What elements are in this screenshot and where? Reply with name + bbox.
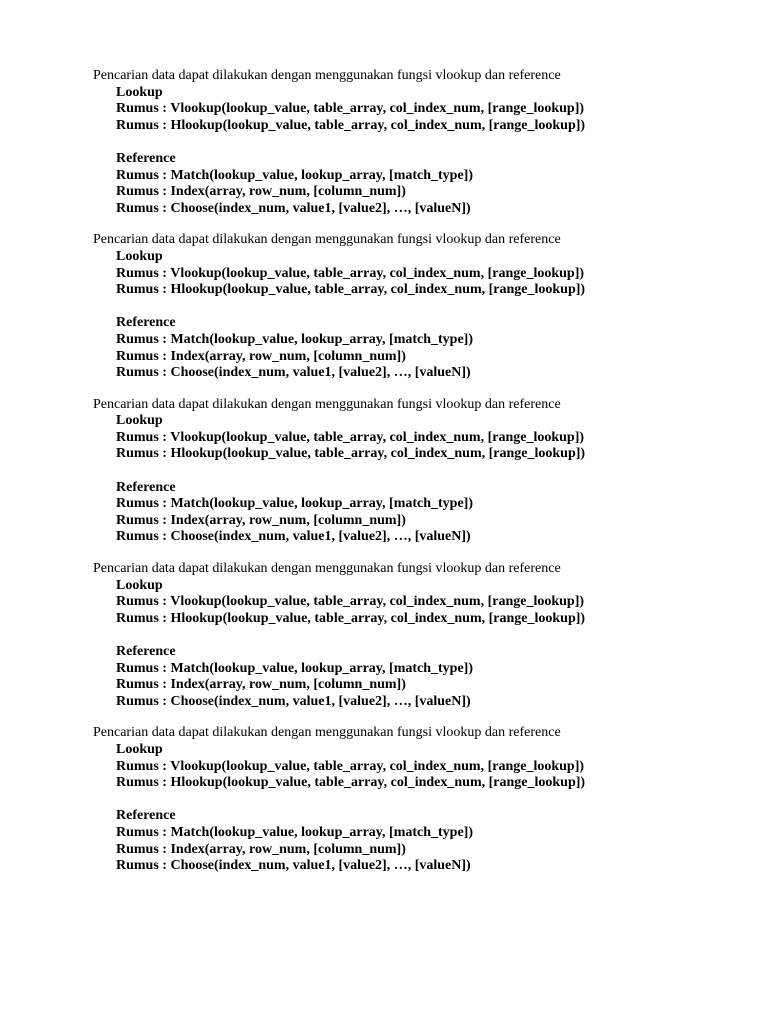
formula-vlookup: Rumus : Vlookup(lookup_value, table_array, col_index_num, [range_lookup]) bbox=[116, 265, 585, 281]
reference-heading: Reference bbox=[116, 315, 176, 331]
formula-match: Rumus : Match(lookup_value, lookup_array, [match_type]) bbox=[116, 496, 474, 512]
formula-hlookup: Rumus : Hlookup(lookup_value, table_array, col_index_num, [range_lookup]) bbox=[116, 117, 586, 133]
formula-index: Rumus : Index(array, row_num, [column_num]) bbox=[116, 184, 406, 200]
formula-index: Rumus : Index(array, row_num, [column_num]) bbox=[116, 841, 406, 857]
lookup-heading: Lookup bbox=[116, 741, 163, 757]
formula-index: Rumus : Index(array, row_num, [column_num]) bbox=[116, 348, 406, 364]
reference-heading: Reference bbox=[116, 808, 176, 824]
section-intro: Pencarian data dapat dilakukan dengan menggunakan fungsi vlookup dan reference bbox=[93, 396, 561, 412]
formula-vlookup: Rumus : Vlookup(lookup_value, table_array, col_index_num, [range_lookup]) bbox=[116, 429, 585, 445]
blank-line bbox=[93, 299, 733, 316]
formula-choose: Rumus : Choose(index_num, value1, [value2], …, [valueN]) bbox=[116, 200, 471, 216]
formula-match: Rumus : Match(lookup_value, lookup_array, [match_type]) bbox=[116, 331, 474, 347]
reference-heading: Reference bbox=[116, 479, 176, 495]
lookup-heading: Lookup bbox=[116, 84, 163, 100]
formula-vlookup: Rumus : Vlookup(lookup_value, table_array, col_index_num, [range_lookup]) bbox=[116, 594, 585, 610]
lookup-heading: Lookup bbox=[116, 577, 163, 593]
section-intro: Pencarian data dapat dilakukan dengan menggunakan fungsi vlookup dan reference bbox=[93, 561, 561, 577]
reference-heading: Reference bbox=[116, 150, 176, 166]
formula-vlookup: Rumus : Vlookup(lookup_value, table_array, col_index_num, [range_lookup]) bbox=[116, 758, 585, 774]
section-intro: Pencarian data dapat dilakukan dengan menggunakan fungsi vlookup dan reference bbox=[93, 68, 561, 83]
formula-choose: Rumus : Choose(index_num, value1, [value2], …, [valueN]) bbox=[116, 365, 471, 381]
formula-hlookup: Rumus : Hlookup(lookup_value, table_array, col_index_num, [range_lookup]) bbox=[116, 446, 586, 462]
document-section bbox=[93, 68, 733, 217]
document-section bbox=[93, 561, 733, 710]
formula-match: Rumus : Match(lookup_value, lookup_array, [match_type]) bbox=[116, 660, 474, 676]
formula-choose: Rumus : Choose(index_num, value1, [value2], …, [valueN]) bbox=[116, 858, 471, 874]
formula-match: Rumus : Match(lookup_value, lookup_array, [match_type]) bbox=[116, 167, 474, 183]
blank-line bbox=[93, 792, 733, 809]
blank-line bbox=[93, 134, 733, 151]
lookup-heading: Lookup bbox=[116, 248, 163, 264]
document-section bbox=[93, 397, 733, 546]
formula-match: Rumus : Match(lookup_value, lookup_array, [match_type]) bbox=[116, 824, 474, 840]
lookup-heading: Lookup bbox=[116, 413, 163, 429]
document-section bbox=[93, 232, 733, 381]
formula-hlookup: Rumus : Hlookup(lookup_value, table_array, col_index_num, [range_lookup]) bbox=[116, 775, 586, 791]
formula-choose: Rumus : Choose(index_num, value1, [value2], …, [valueN]) bbox=[116, 693, 471, 709]
section-intro: Pencarian data dapat dilakukan dengan menggunakan fungsi vlookup dan reference bbox=[93, 725, 561, 741]
formula-hlookup: Rumus : Hlookup(lookup_value, table_array, col_index_num, [range_lookup]) bbox=[116, 610, 586, 626]
formula-index: Rumus : Index(array, row_num, [column_num]) bbox=[116, 512, 406, 528]
formula-hlookup: Rumus : Hlookup(lookup_value, table_array, col_index_num, [range_lookup]) bbox=[116, 282, 586, 298]
formula-vlookup: Rumus : Vlookup(lookup_value, table_array, col_index_num, [range_lookup]) bbox=[116, 101, 585, 117]
formula-choose: Rumus : Choose(index_num, value1, [value2], …, [valueN]) bbox=[116, 529, 471, 545]
blank-line bbox=[93, 463, 733, 480]
blank-line bbox=[93, 627, 733, 644]
document-page bbox=[93, 68, 733, 890]
document-section bbox=[93, 725, 733, 874]
formula-index: Rumus : Index(array, row_num, [column_num]) bbox=[116, 677, 406, 693]
reference-heading: Reference bbox=[116, 644, 176, 659]
section-intro: Pencarian data dapat dilakukan dengan menggunakan fungsi vlookup dan reference bbox=[93, 232, 561, 248]
